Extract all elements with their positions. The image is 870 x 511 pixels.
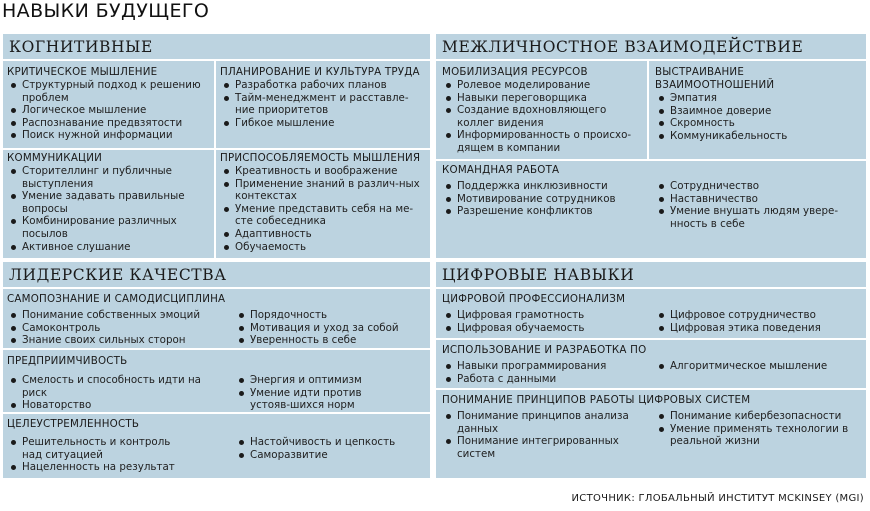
list-item: Цифровая грамотность (442, 309, 647, 322)
list-item: Уверенность в себе (235, 334, 425, 347)
list-item: Работа с данными (442, 373, 647, 386)
skill-list (220, 79, 425, 129)
section-heading: ВЫСТРАИВАНИЕ (655, 66, 745, 78)
list-item: Понимание собственных эмоций (7, 309, 222, 322)
skill-list (235, 436, 425, 461)
list-item: Цифровая этика поведения (655, 322, 862, 335)
skill-list (235, 374, 400, 412)
skill-list (220, 165, 420, 253)
list-item: Эмпатия (655, 92, 860, 105)
skill-list (442, 360, 647, 385)
list-item: Умение задавать правильные вопросы (7, 190, 207, 215)
list-item: Знание своих сильных сторон (7, 334, 222, 347)
section-heading: КРИТИЧЕСКОЕ МЫШЛЕНИЕ (7, 66, 158, 78)
communication-section (7, 152, 207, 253)
digital-title: ЦИФРОВЫЕ НАВЫКИ (442, 266, 635, 284)
list-item: Алгоритмическое мышление (655, 360, 862, 373)
section-heading: ПОНИМАНИЕ ПРИНЦИПОВ РАБОТЫ ЦИФРОВЫХ СИСТЕМ (442, 394, 751, 406)
section-heading: ВЗАИМООТНОШЕНИЙ (655, 79, 775, 91)
skill-list (7, 309, 222, 347)
divider (3, 348, 430, 350)
self-awareness-section (7, 293, 427, 347)
divider (436, 59, 866, 61)
list-item: Умение применять технологии в реальной жизни (655, 423, 855, 448)
list-item: Сотрудничество (655, 180, 860, 193)
list-item: Навыки переговорщика (442, 92, 642, 105)
section-heading: ПРИСПОСОБЛЯЕМОСТЬ МЫШЛЕНИЯ (220, 152, 421, 164)
skill-list (655, 309, 862, 334)
leadership-title: ЛИДЕРСКИЕ КАЧЕСТВА (9, 266, 227, 284)
list-item: Распознавание предвзятости (7, 117, 211, 130)
skill-list (655, 92, 860, 142)
section-heading: КОММУНИКАЦИИ (7, 152, 103, 164)
list-item: Навыки программирования (442, 360, 647, 373)
list-item: Логическое мышление (7, 104, 211, 117)
divider (3, 287, 430, 289)
section-heading: КОМАНДНАЯ РАБОТА (442, 164, 560, 176)
cognitive-title: КОГНИТИВНЫЕ (9, 38, 153, 56)
list-item: Структурный подход к решению проблем (7, 79, 211, 104)
list-item: Умение представить себя на ме-сте собеседника (220, 203, 420, 228)
list-item: Поддержка инклюзивности (442, 180, 647, 193)
list-item: Разрешение конфликтов (442, 205, 647, 218)
list-item: Взаимное доверие (655, 105, 860, 118)
skill-list (655, 180, 860, 230)
list-item: Порядочность (235, 309, 425, 322)
section-heading: ПЛАНИРОВАНИЕ И КУЛЬТУРА ТРУДА (220, 66, 420, 78)
section-heading: ИСПОЛЬЗОВАНИЕ И РАЗРАБОТКА ПО (442, 344, 647, 356)
divider (214, 59, 216, 258)
skill-list (442, 309, 647, 334)
section-heading: ЦИФРОВОЙ ПРОФЕССИОНАЛИЗМ (442, 293, 626, 305)
section-heading: ЦЕЛЕУСТРЕМЛЕННОСТЬ (7, 418, 140, 430)
divider (436, 159, 866, 161)
digital-professionalism-section (442, 293, 862, 334)
list-item: Решительность и контроль над ситуацией (7, 436, 187, 461)
cognitive-panel (3, 34, 430, 258)
divider (436, 388, 866, 390)
divider (3, 148, 430, 150)
source-note: ИСТОЧНИК: ГЛОБАЛЬНЫЙ ИНСТИТУТ MCKINSEY (MGI) (571, 493, 864, 504)
list-item: Цифровое сотрудничество (655, 309, 862, 322)
skill-list (442, 410, 642, 460)
list-item: Нацеленность на результат (7, 461, 187, 474)
list-item: Креативность и воображение (220, 165, 420, 178)
skill-list (7, 436, 187, 474)
section-heading: ПРЕДПРИИМЧИВОСТЬ (7, 355, 128, 367)
adaptability-section (220, 152, 420, 253)
digital-systems-section (442, 394, 862, 460)
skill-list (7, 165, 207, 253)
list-item: Понимание интегрированных систем (442, 435, 642, 460)
skill-list (7, 79, 211, 142)
critical-thinking-section (7, 66, 211, 142)
skill-list (655, 360, 862, 373)
planning-section (220, 66, 425, 129)
software-section (442, 344, 862, 385)
list-item: Ролевое моделирование (442, 79, 642, 92)
list-item: Цифровая обучаемость (442, 322, 647, 335)
relations-section (655, 66, 860, 142)
list-item: Коммуникабельность (655, 130, 860, 143)
list-item: Адаптивность (220, 228, 420, 241)
list-item: Создание вдохновляющего коллег видения (442, 104, 642, 129)
interpersonal-title: МЕЖЛИЧНОСТНОЕ ВЗАИМОДЕЙСТВИЕ (442, 38, 804, 56)
list-item: Информированность о происхо-дящем в компании (442, 129, 642, 154)
list-item: Умение внушать людям увере-нность в себе (655, 205, 860, 230)
list-item: Разработка рабочих планов (220, 79, 425, 92)
list-item: Смелость и способность идти на риск (7, 374, 202, 399)
divider (436, 287, 866, 289)
list-item: Мотивирование сотрудников (442, 193, 647, 206)
list-item: Понимание принципов анализа данных (442, 410, 642, 435)
skill-list (7, 374, 202, 412)
section-heading: САМОПОЗНАНИЕ И САМОДИСЦИПЛИНА (7, 293, 226, 305)
teamwork-section (442, 164, 862, 230)
skill-list (442, 79, 642, 155)
digital-panel (436, 262, 866, 478)
entrepreneurship-section (7, 355, 427, 412)
list-item: Комбинирование различных посылов (7, 215, 207, 240)
list-item: Мотивация и уход за собой (235, 322, 425, 335)
list-item: Понимание кибербезопасности (655, 410, 855, 423)
interpersonal-panel (436, 34, 866, 258)
skill-list (442, 180, 647, 218)
list-item: Саморазвитие (235, 449, 425, 462)
page-title: НАВЫКИ БУДУЩЕГО (2, 0, 210, 22)
list-item: Самоконтроль (7, 322, 222, 335)
skill-list (655, 410, 855, 448)
list-item: Тайм-менеджмент и расставле-ние приоритетов (220, 92, 425, 117)
divider (436, 338, 866, 340)
section-heading: МОБИЛИЗАЦИЯ РЕСУРСОВ (442, 66, 588, 78)
skill-list (235, 309, 425, 347)
purposefulness-section (7, 418, 427, 474)
divider (3, 412, 430, 414)
list-item: Применение знаний в различ-ных контекстах (220, 178, 420, 203)
divider (647, 59, 649, 159)
mobilization-section (442, 66, 642, 155)
divider (3, 59, 430, 61)
list-item: Поиск нужной информации (7, 129, 211, 142)
leadership-panel (3, 262, 430, 478)
list-item: Обучаемость (220, 241, 420, 254)
list-item: Гибкое мышление (220, 117, 425, 130)
list-item: Скромность (655, 117, 860, 130)
list-item: Новаторство (7, 399, 202, 412)
list-item: Умение идти против устояв-шихся норм (235, 387, 400, 412)
list-item: Наставничество (655, 193, 860, 206)
list-item: Сторителлинг и публичные выступления (7, 165, 207, 190)
list-item: Энергия и оптимизм (235, 374, 400, 387)
list-item: Активное слушание (7, 241, 207, 254)
list-item: Настойчивость и цепкость (235, 436, 425, 449)
